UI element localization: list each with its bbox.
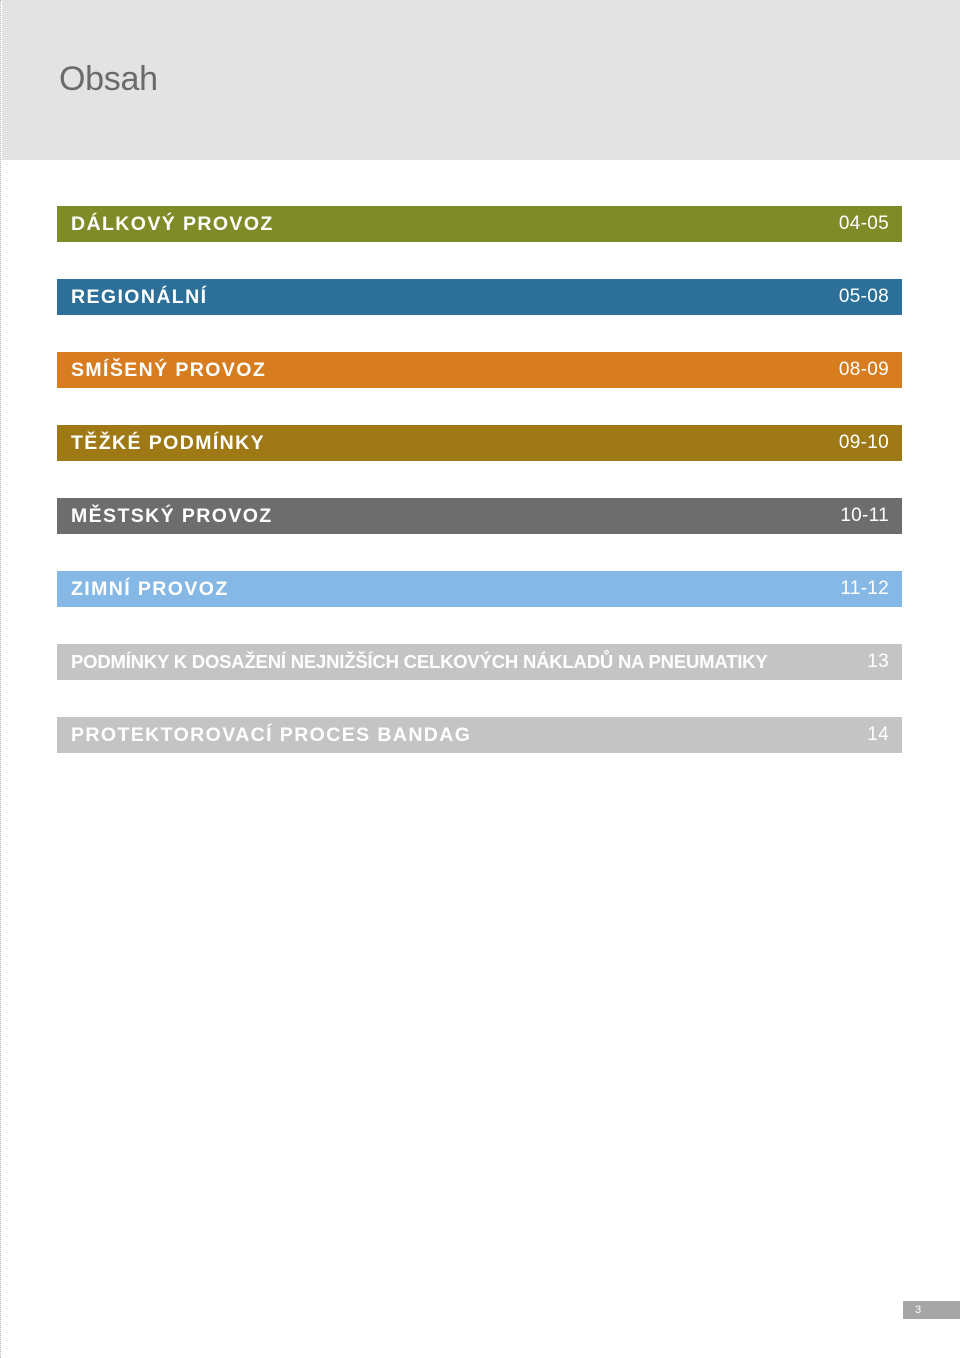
- toc-entry-pages: 04-05: [838, 213, 889, 234]
- toc-entry-dalkovy-provoz[interactable]: [57, 206, 902, 242]
- toc-entry-label: MĚSTSKÝ PROVOZ: [71, 504, 273, 527]
- toc-entry-pages: 08-09: [838, 359, 889, 380]
- toc-entry-label: SMÍŠENÝ PROVOZ: [71, 358, 267, 381]
- toc-entry-smiseny-provoz[interactable]: [57, 352, 902, 388]
- toc-entry-pages: 11-12: [840, 578, 889, 599]
- toc-entry-label: PROTEKTOROVACÍ PROCES BANDAG: [71, 723, 472, 746]
- page-edge-line: [0, 0, 1, 1358]
- page-number-badge: [903, 1301, 960, 1319]
- toc-entry-label: DÁLKOVÝ PROVOZ: [71, 212, 274, 235]
- toc-entry-pages: 05-08: [838, 286, 889, 307]
- toc-entry-tezke-podminky[interactable]: [57, 425, 902, 461]
- page-number: 3: [915, 1304, 922, 1316]
- toc-entry-pages: 09-10: [838, 432, 889, 453]
- toc-entry-mestsky-provoz[interactable]: [57, 498, 902, 534]
- toc-entry-protektorovaci-proces[interactable]: [57, 717, 902, 753]
- toc-entry-pages: 14: [867, 724, 889, 745]
- toc-entry-label: REGIONÁLNÍ: [71, 285, 208, 308]
- toc-entry-zimni-provoz[interactable]: [57, 571, 902, 607]
- page-title: Obsah: [59, 60, 158, 98]
- toc-entry-label: ZIMNÍ PROVOZ: [71, 577, 229, 600]
- header-band: [2, 0, 960, 160]
- toc-entry-label: TĚŽKÉ PODMÍNKY: [71, 431, 266, 454]
- toc-entry-podminky-naklady[interactable]: [57, 644, 902, 680]
- toc-entry-pages: 10-11: [840, 505, 889, 526]
- table-of-contents: [57, 206, 902, 790]
- toc-entry-label: PODMÍNKY K DOSAŽENÍ NEJNIŽŠÍCH CELKOVÝCH NÁKLADŮ NA PNEUMATIKY: [71, 651, 768, 672]
- toc-entry-regionalni[interactable]: [57, 279, 902, 315]
- toc-entry-pages: 13: [867, 651, 889, 672]
